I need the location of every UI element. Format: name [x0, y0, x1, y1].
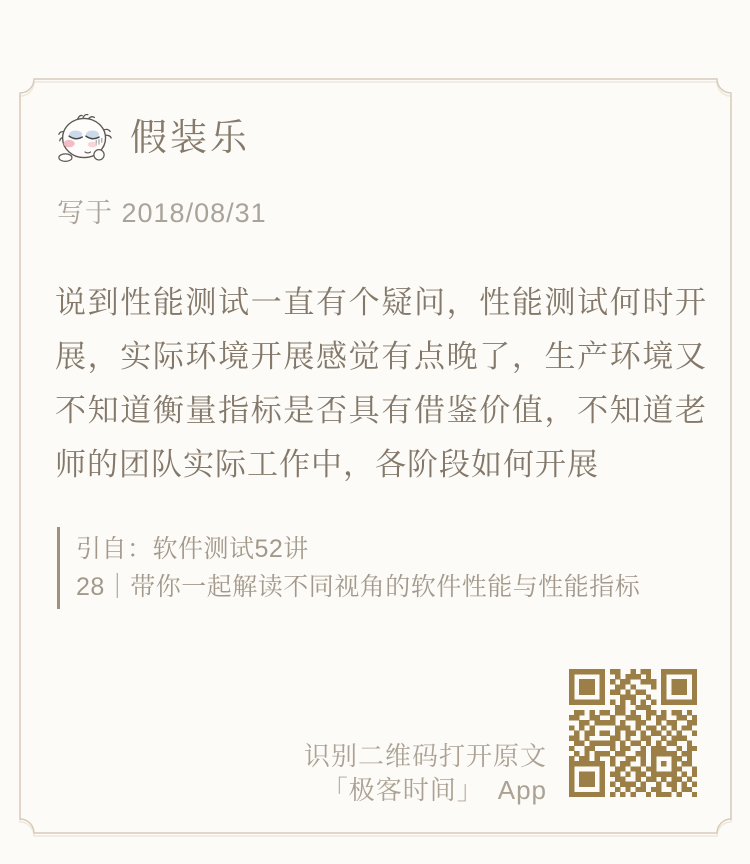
qr-code-icon	[569, 669, 697, 797]
comment-text: 说到性能测试一直有个疑问，性能测试何时开展，实际环境开展感觉有点晚了，生产环境又不知道衡量指标是否具有借鉴价值，不知道老师的团队实际工作中，各阶段如何开展	[55, 285, 707, 482]
author-name: 假装乐	[130, 116, 250, 158]
footer-text	[304, 739, 547, 807]
quote-article-title: 28｜带你一起解读不同视角的软件性能与性能指标	[76, 573, 641, 601]
author-header	[57, 112, 250, 164]
quote-source: 引自：软件测试52讲	[76, 535, 309, 563]
quote-block	[57, 527, 640, 609]
scan-hint: 识别二维码打开原文	[303, 741, 547, 771]
date-line: 写于 2018/08/31	[57, 198, 267, 228]
app-name: 「极客时间」 App	[321, 775, 547, 805]
avatar	[57, 112, 113, 164]
